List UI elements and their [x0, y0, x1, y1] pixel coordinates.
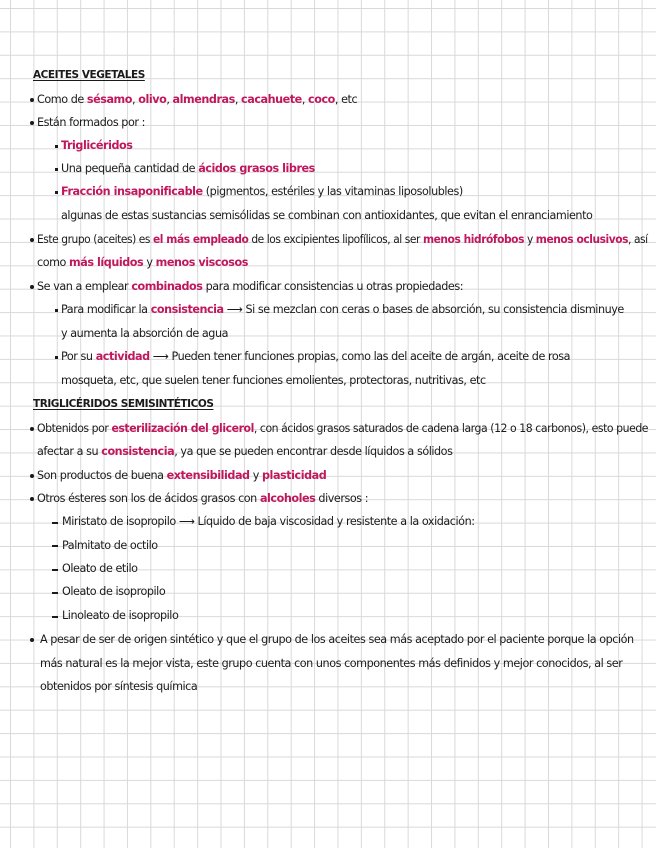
note-line: Triglicéridos [61, 139, 133, 152]
sub-bullet-icon [55, 191, 58, 194]
note-line: Palmitato de octilo [62, 539, 158, 552]
note-line: Otros ésteres son los de ácidos grasos con alcoholes diversos : [37, 492, 369, 505]
note-line: Miristato de isopropilo ⟶ Líquido de baja viscosidad y resistente a la oxidación: [62, 515, 475, 528]
note-line: Linoleato de isopropilo [62, 609, 179, 622]
note-line: más natural es la mejor vista, este grupo cuenta con unos componentes más definidos y mejor conocidos, al ser [40, 657, 623, 670]
note-line: Son productos de buena extensibilidad y plasticidad [37, 469, 327, 482]
note-line: Oleato de etilo [62, 562, 138, 575]
note-line: Como de sésamo, olivo, almendras, cacahuete, coco, etc [37, 93, 358, 106]
note-line: Se van a emplear combinados para modificar consistencias u otras propiedades: [37, 280, 464, 293]
note-line: Oleato de isopropilo [62, 585, 166, 598]
bullet-icon [30, 238, 34, 242]
note-line: y aumenta la absorción de agua [61, 327, 228, 340]
bullet-icon [30, 121, 34, 125]
note-line: afectar a su consistencia, ya que se pueden encontrar desde líquidos a sólidos [37, 445, 453, 458]
section-heading-aceites: ACEITES VEGETALES [33, 69, 145, 81]
note-line: mosqueta, etc, que suelen tener funciones emolientes, protectoras, nutritivas, etc [61, 374, 486, 387]
sub-bullet-icon [55, 145, 58, 148]
note-line: Están formados por : [37, 116, 145, 129]
note-line: Este grupo (aceites) es el más empleado de los excipientes lipofílicos, al ser menos hidrófobos y menos oclusivos, así [37, 233, 648, 246]
note-line: algunas de estas sustancias semisólidas se combinan con antioxidantes, que evitan el enranciamiento [61, 209, 593, 222]
bullet-icon [30, 638, 34, 642]
note-line: Obtenidos por esterilización del glicerol, con ácidos grasos saturados de cadena larga (12 o 18 carbonos), esto puede [37, 422, 649, 435]
note-line: A pesar de ser de origen sintético y que el grupo de los aceites sea más aceptado por el paciente porque la opción [40, 633, 634, 646]
section-heading-trigliceridos: TRIGLICÉRIDOS SEMISINTÉTICOS [33, 398, 214, 410]
dash-icon [52, 569, 58, 571]
bullet-icon [30, 474, 34, 478]
sub-bullet-icon [55, 356, 58, 359]
dash-icon [52, 545, 58, 547]
bullet-icon [30, 285, 34, 289]
dash-icon [52, 592, 58, 594]
sub-bullet-icon [55, 168, 58, 171]
note-line: Por su actividad ⟶ Pueden tener funciones propias, como las del aceite de argán, aceite de rosa [61, 350, 571, 363]
bullet-icon [30, 497, 34, 501]
note-line: como más líquidos y menos viscosos [37, 256, 248, 269]
bullet-icon [30, 427, 34, 431]
bullet-icon [30, 98, 34, 102]
dash-icon [52, 522, 58, 524]
note-line: Una pequeña cantidad de ácidos grasos libres [61, 162, 315, 175]
dash-icon [52, 616, 58, 618]
note-line: Para modificar la consistencia ⟶ Si se mezclan con ceras o bases de absorción, su consistencia disminuye [61, 303, 624, 316]
sub-bullet-icon [55, 309, 58, 312]
note-line: Fracción insaponificable (pigmentos, estériles y las vitaminas liposolubles) [61, 185, 463, 198]
note-line: obtenidos por síntesis química [40, 680, 198, 693]
